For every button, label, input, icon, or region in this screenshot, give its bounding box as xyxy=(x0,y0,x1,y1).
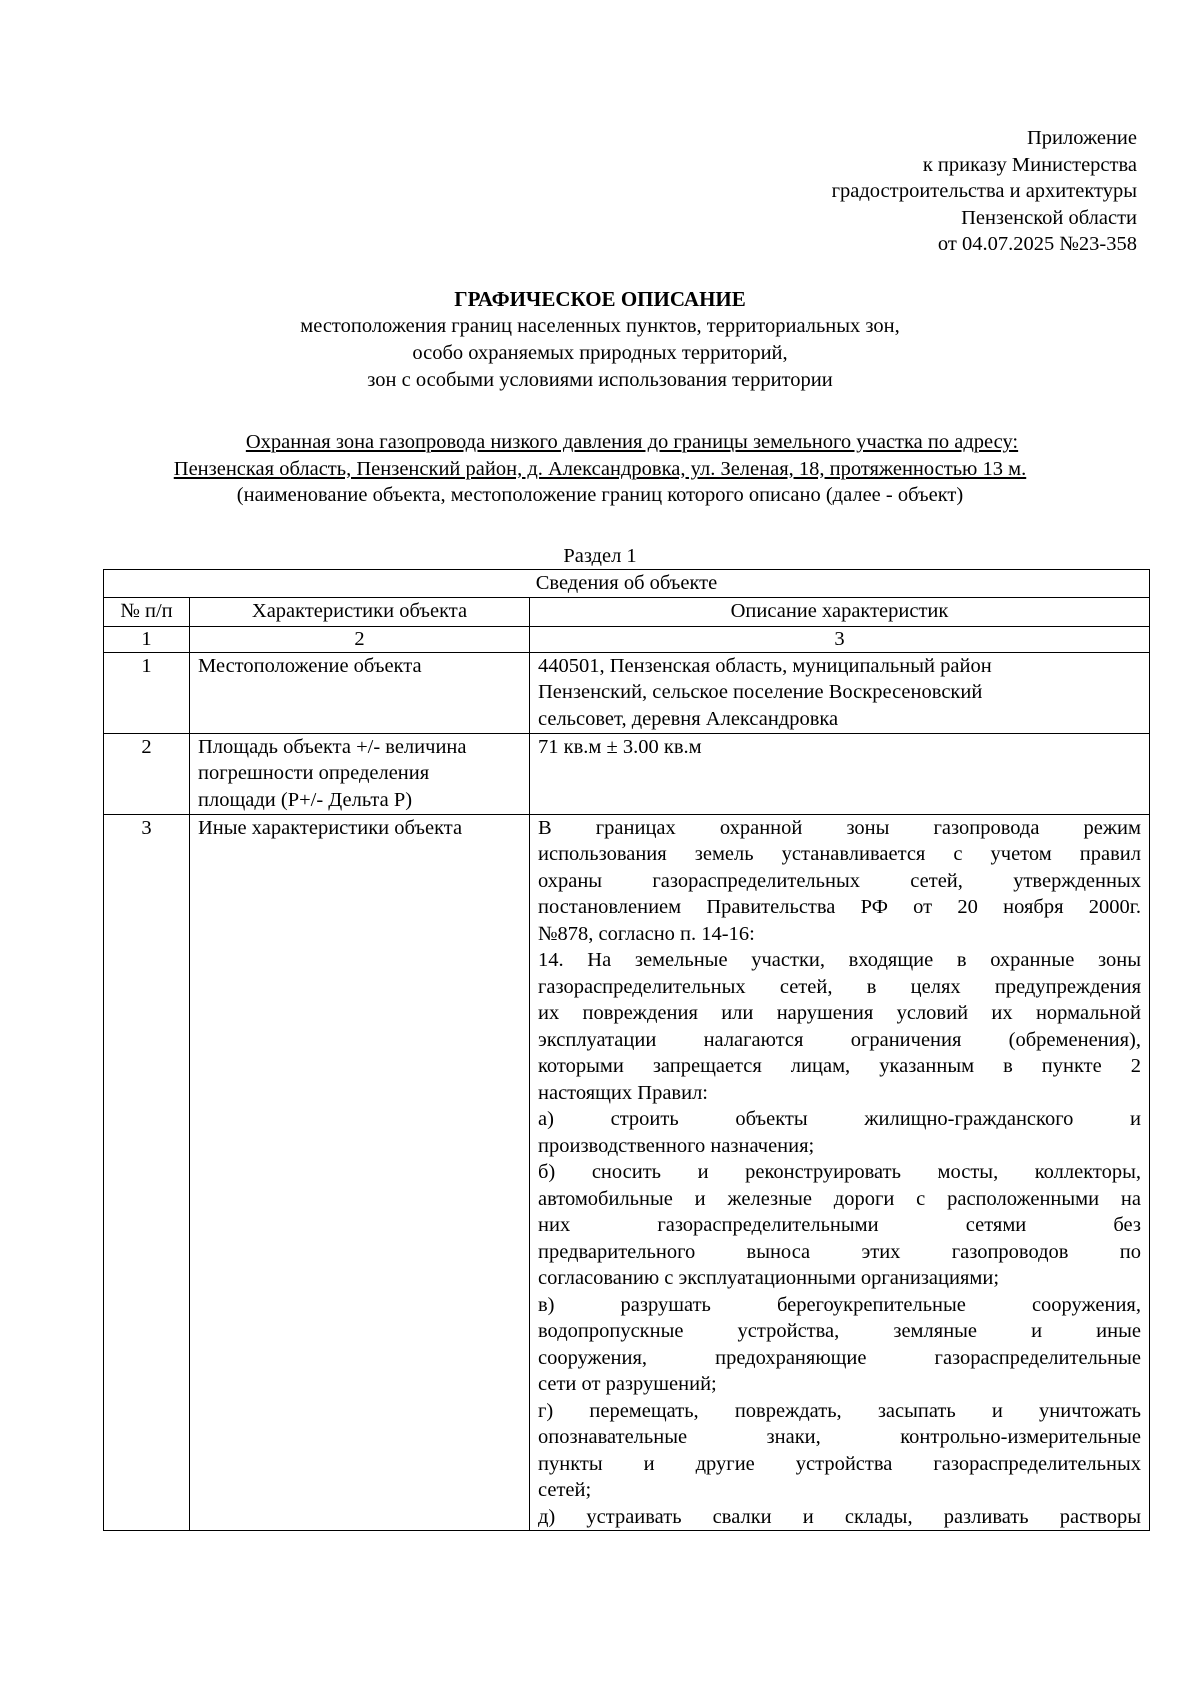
description-line: газораспределительных сетей, в целях предупреждения xyxy=(538,975,1141,998)
row-description xyxy=(530,652,1150,733)
column-number: 3 xyxy=(530,626,1150,652)
description-line: сети от разрушений; xyxy=(538,1373,717,1395)
appendix-line: Пензенской области xyxy=(961,206,1137,229)
header-characteristic: Характеристики объекта xyxy=(190,597,530,626)
description-line: их повреждения или нарушения условий их нормальной xyxy=(538,1002,1141,1024)
description-line: д) устраивать свалки и склады, разливать растворы xyxy=(538,1505,1141,1528)
object-name-block xyxy=(0,429,1200,509)
row-number: 2 xyxy=(104,733,190,814)
row-characteristic xyxy=(190,652,530,733)
subtitle-line: зон с особыми условиями использования территории xyxy=(367,369,833,391)
characteristic-line: Площадь объекта +/- величина xyxy=(198,735,467,758)
description-line: согласованию с эксплуатационными организациями; xyxy=(538,1267,1000,1289)
description-line: сооружения, предохраняющие газораспределительные xyxy=(538,1346,1141,1369)
table-row xyxy=(104,652,1150,733)
characteristic-line: погрешности определения xyxy=(198,762,430,784)
object-name-line: Пензенская область, Пензенский район, д. Александровка, ул. Зеленая, 18, протяженностью 13 м. xyxy=(173,457,1027,480)
header-number: № п/п xyxy=(104,597,190,626)
description-line: б) сносить и реконструировать мосты, коллекторы, xyxy=(538,1161,1141,1183)
document-title xyxy=(0,286,1200,394)
appendix-line: градостроительства и архитектуры xyxy=(831,180,1137,202)
row-description xyxy=(530,733,1150,814)
description-line: автомобильные и железные дороги с расположенными на xyxy=(538,1187,1141,1210)
description-line: а) строить объекты жилищно-гражданского и xyxy=(538,1108,1141,1130)
description-line: в) разрушать берегоукрепительные сооружения, xyxy=(538,1293,1141,1316)
header-description: Описание характеристик xyxy=(530,597,1150,626)
section-label: Раздел 1 xyxy=(563,545,637,567)
description-line: настоящих Правил: xyxy=(538,1081,709,1104)
table-caption-row xyxy=(104,570,1150,598)
row-characteristic xyxy=(190,814,530,1531)
column-number: 1 xyxy=(104,626,190,652)
description-line: пункты и другие устройства газораспределительных xyxy=(538,1452,1141,1475)
table-row xyxy=(104,733,1150,814)
object-info-table xyxy=(103,569,1150,1531)
row-description xyxy=(530,814,1150,1531)
appendix-line: Приложение xyxy=(1026,127,1137,149)
description-line: которыми запрещается лицам, указанным в пункте 2 xyxy=(538,1055,1141,1077)
appendix-line: от 04.07.2025 №23-358 xyxy=(937,233,1137,255)
description-line: производственного назначения; xyxy=(538,1134,815,1157)
characteristic-line: площади (Р+/- Дельта Р) xyxy=(198,788,413,811)
row-characteristic xyxy=(190,733,530,814)
description-line: опознавательные знаки, контрольно-измерительные xyxy=(538,1426,1141,1448)
object-name-line: Охранная зона газопровода низкого давления до границы земельного участка по адресу: xyxy=(245,431,1019,453)
main-title: ГРАФИЧЕСКОЕ ОПИСАНИЕ xyxy=(454,287,746,311)
row-number: 1 xyxy=(104,652,190,733)
appendix-header xyxy=(832,125,1137,258)
description-line: сетей; xyxy=(538,1479,592,1501)
object-caption: (наименование объекта, местоположение границ которого описано (далее - объект) xyxy=(236,484,964,506)
description-line: предварительного выноса этих газопроводов по xyxy=(538,1240,1141,1263)
description-line: В границах охранной зоны газопровода режим xyxy=(538,816,1141,839)
description-line: водопропускные устройства, земляные и иные xyxy=(538,1320,1141,1342)
description-line: 440501, Пензенская область, муниципальный район xyxy=(538,654,992,677)
column-number: 2 xyxy=(190,626,530,652)
description-line: №878, согласно п. 14-16: xyxy=(538,922,755,945)
column-number-row xyxy=(104,626,1150,652)
description-line: постановлением Правительства РФ от 20 ноября 2000г. xyxy=(538,896,1141,918)
description-line: охраны газораспределительных сетей, утвержденных xyxy=(538,869,1141,892)
table-row xyxy=(104,814,1150,1531)
description-line: 71 кв.м ± 3.00 кв.м xyxy=(538,735,702,758)
description-line: 14. На земельные участки, входящие в охранные зоны xyxy=(538,949,1141,971)
table-header-row xyxy=(104,597,1150,626)
appendix-line: к приказу Министерства xyxy=(922,153,1137,176)
subtitle-line: особо охраняемых природных территорий, xyxy=(412,342,788,364)
subtitle-line: местоположения границ населенных пунктов, территориальных зон, xyxy=(300,315,900,337)
description-line: г) перемещать, повреждать, засыпать и уничтожать xyxy=(538,1399,1141,1422)
characteristic-line: Местоположение объекта xyxy=(198,654,422,677)
description-line: эксплуатации налагаются ограничения (обременения), xyxy=(538,1028,1141,1051)
description-line: использования земель устанавливается с учетом правил xyxy=(538,843,1141,865)
description-line: них газораспределительными сетями без xyxy=(538,1214,1141,1236)
description-line: Пензенский, сельское поселение Воскресеновский xyxy=(538,681,983,703)
description-line: сельсовет, деревня Александровка xyxy=(538,707,839,730)
row-number: 3 xyxy=(104,814,190,1531)
table-caption: Сведения об объекте xyxy=(104,570,1150,598)
characteristic-line: Иные характеристики объекта xyxy=(198,816,463,839)
